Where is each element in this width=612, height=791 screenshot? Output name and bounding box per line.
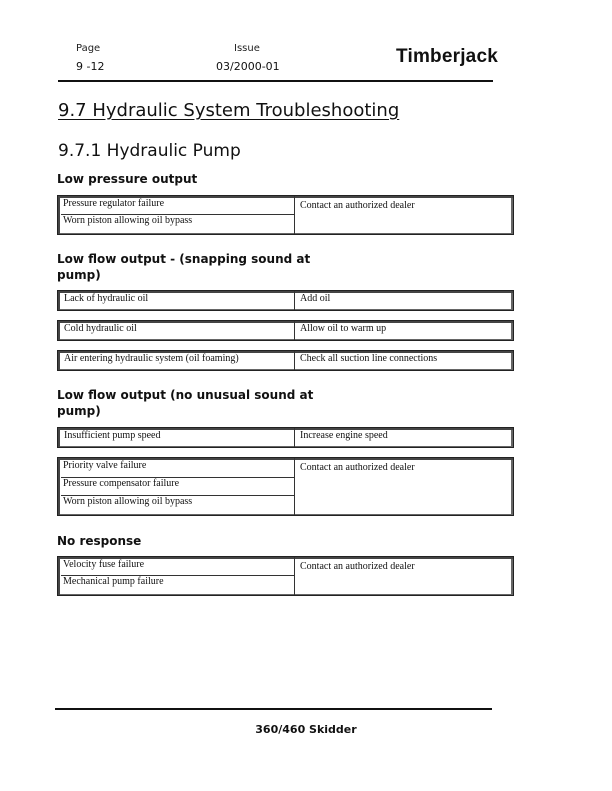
cause-cell: Cold hydraulic oil [64,323,137,334]
remedy-cell: Increase engine speed [300,430,388,441]
table-row [57,290,514,311]
table-row [61,559,294,576]
table-row [61,198,294,215]
remedy-cell: Allow oil to warm up [300,323,387,334]
condition-heading-low-pressure: Low pressure output [57,172,198,186]
remedy-cell: Contact an authorized dealer [300,200,415,211]
brand-logo: Timberjack [396,46,498,67]
condition-heading-no-response: No response [57,534,142,548]
cause-cell: Pressure compensator failure [63,478,180,489]
issue-date: 03/2000-01 [216,60,280,73]
table-row [57,427,514,448]
cause-cell: Pressure regulator failure [63,198,165,209]
table-row [61,576,294,592]
table-row [57,320,514,341]
table-row [61,496,294,512]
condition-heading-low-flow-quiet: Low flow output (no unusual sound at pump) [57,388,314,418]
header-rule [58,80,493,82]
cause-cell: Insufficient pump speed [64,430,161,441]
cause-cell: Mechanical pump failure [63,576,164,587]
page-number: 9 -12 [76,60,105,73]
cause-cell: Velocity fuse failure [63,559,145,570]
cause-cell: Worn piston allowing oil bypass [63,496,193,507]
footer-model: 360/460 Skidder [255,723,357,736]
remedy-cell: Check all suction line connections [300,353,438,364]
condition-heading-low-flow-snapping: Low flow output - (snapping sound at pump) [57,252,311,282]
cause-cell: Lack of hydraulic oil [64,293,149,304]
remedy-cell: Add oil [300,293,331,304]
table-no-response [57,556,514,596]
cause-cell: Worn piston allowing oil bypass [63,215,193,226]
section-title: 9.7 Hydraulic System Troubleshooting [58,100,400,121]
column-divider [294,557,295,595]
column-divider [294,291,295,310]
table-row [61,215,294,231]
table-row [61,478,294,496]
table-low-pressure [57,195,514,235]
column-divider [294,428,295,447]
cause-cell: Air entering hydraulic system (oil foaming) [64,353,239,364]
page-label: Page [76,43,101,54]
column-divider [294,196,295,234]
column-divider [294,458,295,515]
issue-label: Issue [234,43,260,54]
column-divider [294,321,295,340]
column-divider [294,351,295,370]
table-row [61,460,294,478]
subsection-title: 9.7.1 Hydraulic Pump [58,141,241,161]
cause-cell: Priority valve failure [63,460,147,471]
table-row [57,350,514,371]
remedy-cell: Contact an authorized dealer [300,462,415,473]
table-low-flow-quiet [57,457,514,516]
remedy-cell: Contact an authorized dealer [300,561,415,572]
footer-rule [55,708,492,710]
